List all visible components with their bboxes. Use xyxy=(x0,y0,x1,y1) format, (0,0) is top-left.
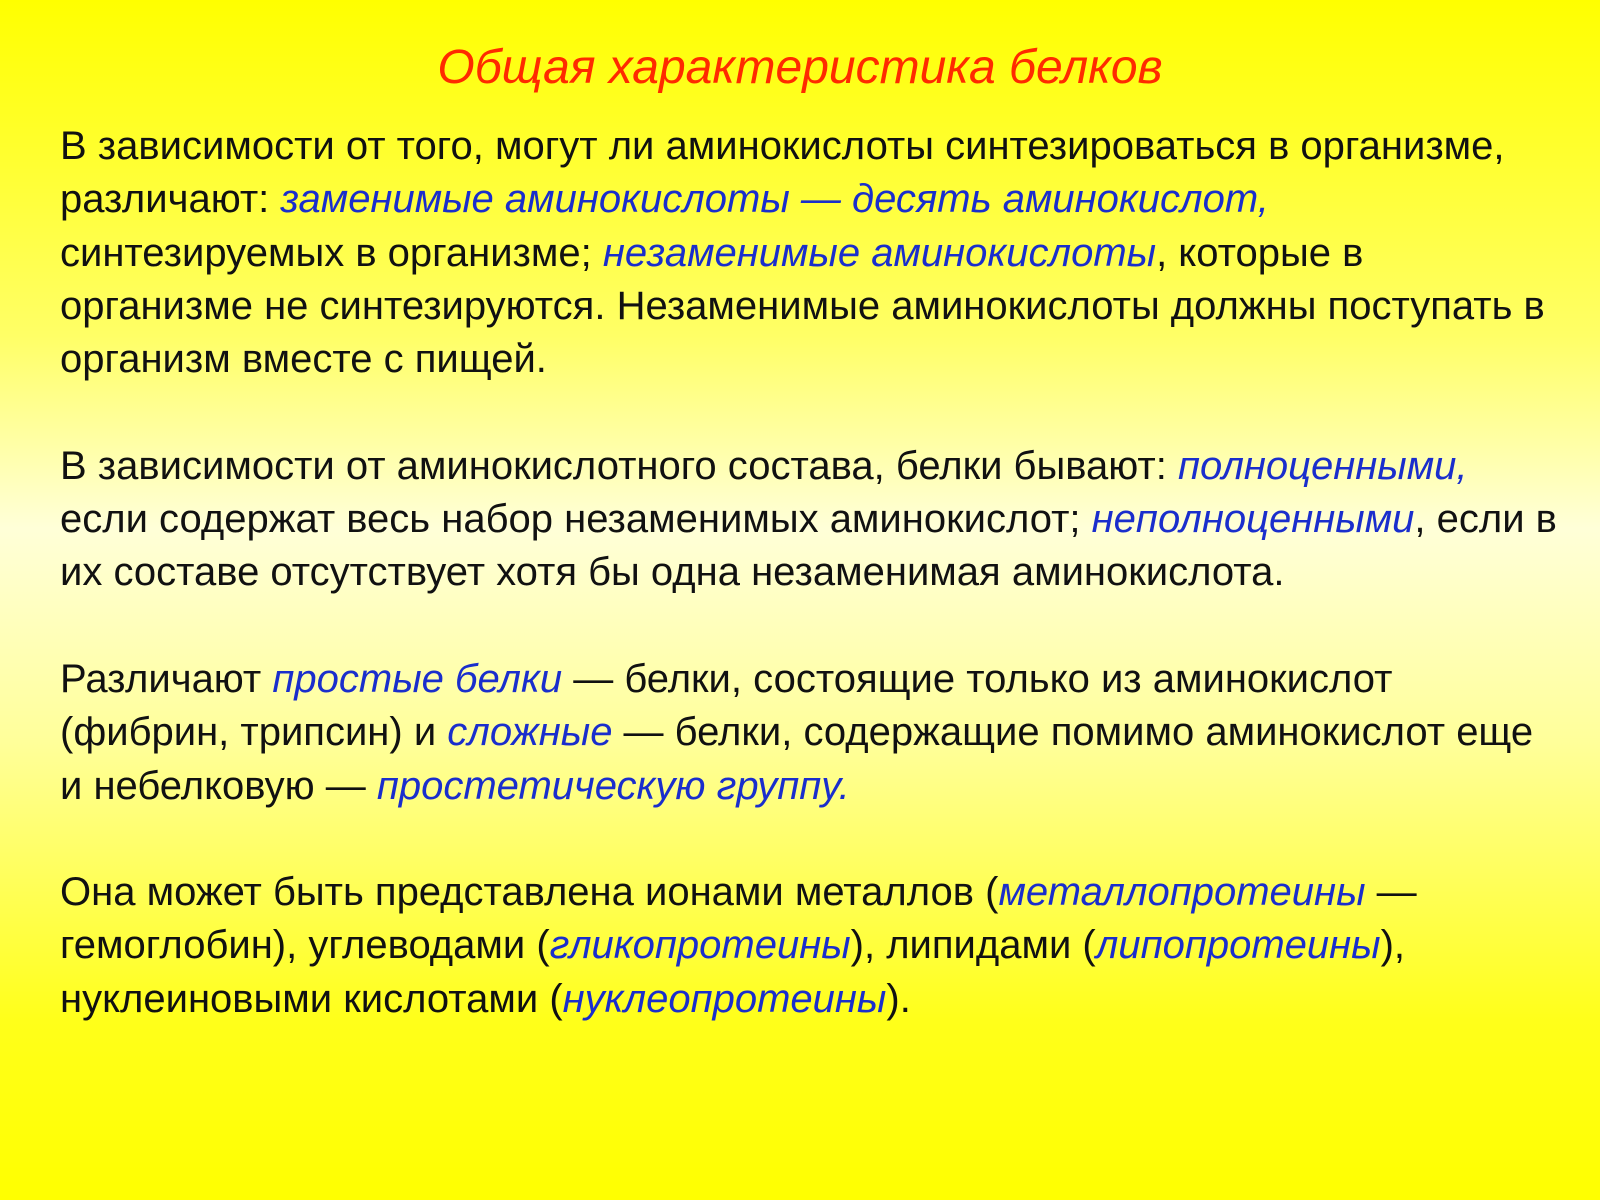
term-incomplete-proteins: неполноценными xyxy=(1091,497,1415,542)
term-complete-proteins: полноценными, xyxy=(1177,443,1468,488)
slide-body xyxy=(60,120,1560,1079)
text-segment: В зависимости от того, могут ли аминокислоты синтезироваться в организме, различают: xyxy=(60,124,1505,222)
text-segment: синтезируемых в организме; xyxy=(60,230,603,275)
term-replaceable-amino-acids: заменимые аминокислоты — десять аминокислот, xyxy=(280,177,1269,222)
text-segment: , которые в организме не синтезируются. Незаменимые аминокислоты должны поступать в организм вместе с пищей. xyxy=(60,230,1545,382)
text-segment: — белки, состоящие только из аминокислот (фибрин, трипсин) и xyxy=(60,656,1393,755)
text-segment: ), нуклеиновыми кислотами ( xyxy=(60,923,1406,1021)
text-segment: Она может быть представлена ионами металлов ( xyxy=(60,870,999,915)
paragraph-simple-complex-proteins xyxy=(60,653,1560,813)
paragraph-amino-acid-types xyxy=(60,120,1560,386)
text-segment: — белки, содержащие помимо аминокислот еще и небелковую — xyxy=(60,710,1534,808)
term-essential-amino-acids: незаменимые аминокислоты xyxy=(602,230,1157,275)
text-segment: — гемоглобин), углеводами ( xyxy=(60,870,1417,968)
text-segment: В зависимости от аминокислотного состава, белки бывают: xyxy=(60,443,1178,488)
paragraph-protein-completeness xyxy=(60,440,1560,600)
term-glycoproteins: гликопротеины xyxy=(549,923,851,968)
text-segment: , если в их составе отсутствует хотя бы одна незаменимая аминокислота. xyxy=(60,497,1557,595)
text-segment: ), липидами ( xyxy=(850,923,1096,968)
term-nucleoproteins: нуклеопротеины xyxy=(562,976,887,1021)
text-segment: Различают xyxy=(60,656,273,701)
term-complex-proteins: сложные xyxy=(447,710,613,755)
slide-title: Общая характеристика белков xyxy=(437,41,1163,94)
text-segment: ). xyxy=(886,976,911,1021)
term-prosthetic-group: простетическую группу. xyxy=(376,763,850,808)
term-simple-proteins: простые белки xyxy=(272,656,563,701)
term-metalloproteins: металлопротеины xyxy=(998,870,1366,915)
text-segment: если содержат весь набор незаменимых аминокислот; xyxy=(60,497,1092,542)
paragraph-prosthetic-group-types xyxy=(60,866,1560,1026)
term-lipoproteins: липопротеины xyxy=(1095,923,1381,968)
